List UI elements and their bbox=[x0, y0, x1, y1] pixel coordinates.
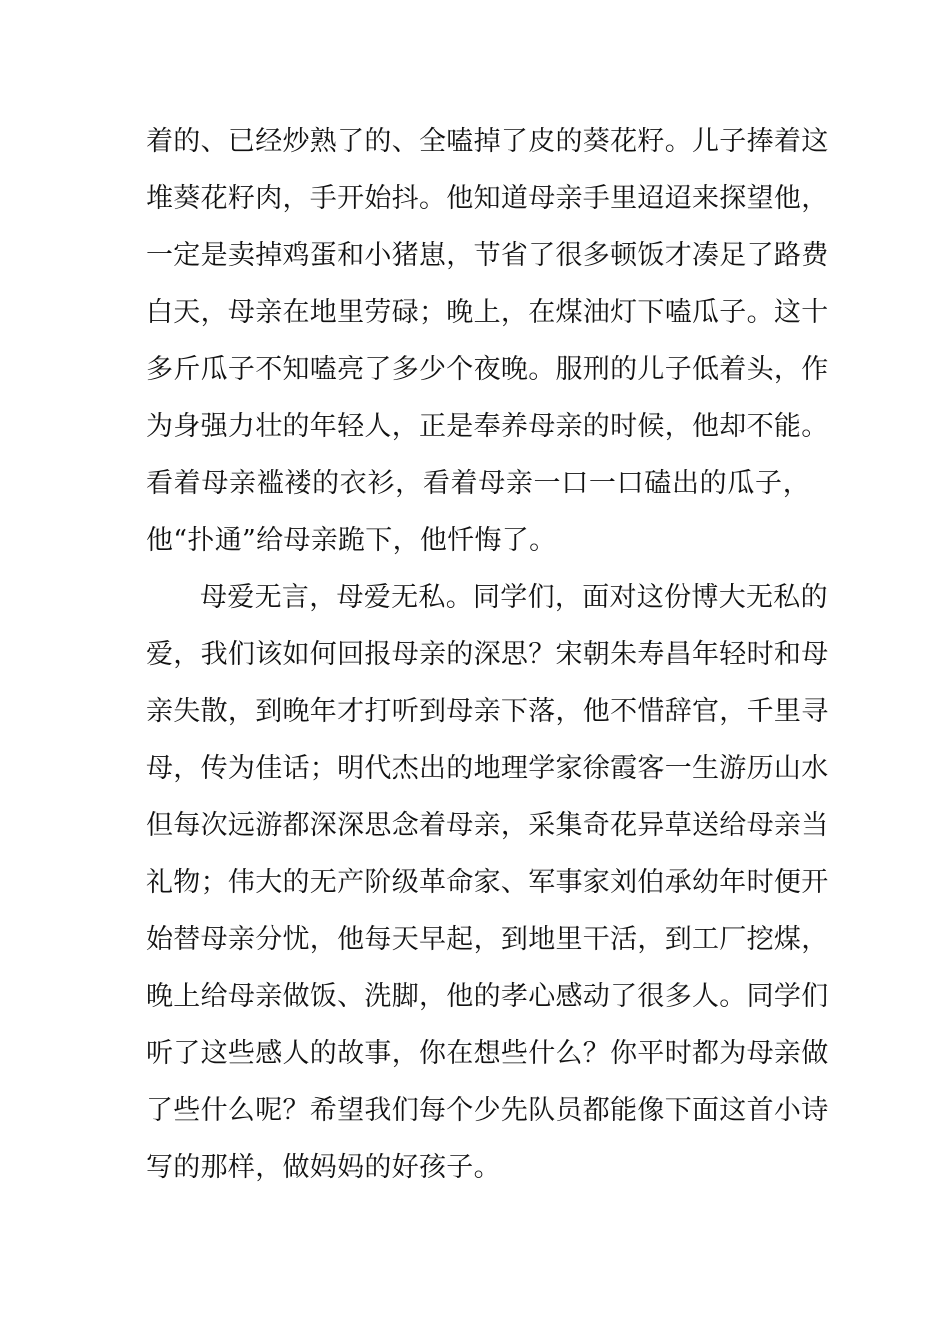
text-line-2: 堆葵花籽肉，手开始抖。他知道母亲手里迢迢来探望他， bbox=[146, 183, 829, 214]
text-line-10: 爱，我们该如何回报母亲的深思？宋朝朱寿昌年轻时和母 bbox=[146, 639, 829, 670]
text-line-14: 礼物；伟大的无产阶级革命家、军事家刘伯承幼年时便开 bbox=[146, 867, 829, 898]
text-line-15: 始替母亲分忧，他每天早起，到地里干活，到工厂挖煤， bbox=[146, 924, 829, 955]
text-line-4: 白天，母亲在地里劳碌；晚上，在煤油灯下嗑瓜子。这十 bbox=[146, 297, 829, 328]
text-line-13: 但每次远游都深深思念着母亲，采集奇花异草送给母亲当 bbox=[146, 810, 829, 841]
text-line-19: 写的那样，做妈妈的好孩子。 bbox=[146, 1152, 501, 1183]
text-line-16: 晚上给母亲做饭、洗脚，他的孝心感动了很多人。同学们 bbox=[146, 981, 829, 1012]
text-line-7: 看着母亲褴褛的衣衫，看着母亲一口一口磕出的瓜子， bbox=[146, 468, 810, 499]
text-line-8: 他“扑通”给母亲跪下，他忏悔了。 bbox=[146, 525, 557, 556]
text-line-5: 多斤瓜子不知嗑亮了多少个夜晚。服刑的儿子低着头，作 bbox=[146, 354, 829, 385]
text-line-6: 为身强力壮的年轻人，正是奉养母亲的时候，他却不能。 bbox=[146, 411, 829, 442]
text-line-3: 一定是卖掉鸡蛋和小猪崽，节省了很多顿饭才凑足了路费 bbox=[146, 240, 829, 271]
text-line-1: 着的、已经炒熟了的、全嗑掉了皮的葵花籽。儿子捧着这 bbox=[146, 126, 829, 157]
text-line-11: 亲失散，到晚年才打听到母亲下落，他不惜辞官，千里寻 bbox=[146, 696, 829, 727]
text-line-9: 母爱无言，母爱无私。同学们，面对这份博大无私的 bbox=[200, 582, 828, 613]
text-line-17: 听了这些感人的故事，你在想些什么？你平时都为母亲做 bbox=[146, 1038, 829, 1069]
text-line-12: 母，传为佳话；明代杰出的地理学家徐霞客一生游历山水 bbox=[146, 753, 829, 784]
text-line-18: 了些什么呢？希望我们每个少先队员都能像下面这首小诗 bbox=[146, 1095, 829, 1126]
